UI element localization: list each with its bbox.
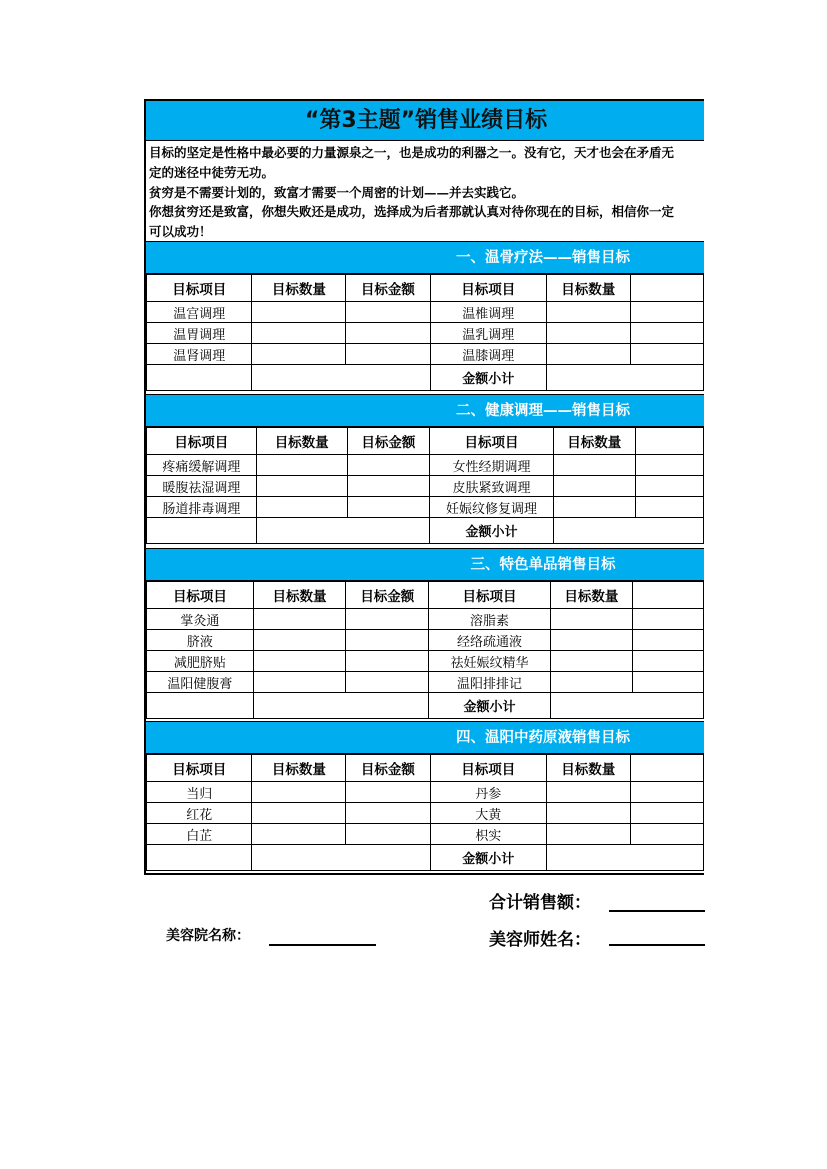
table-header-row [147,275,704,302]
target-amount-cell[interactable] [633,630,704,651]
target-amount-cell[interactable] [635,455,703,476]
salon-name-label: 美容院名称： [166,928,250,944]
item-name-cell: 温椎调理 [430,302,546,323]
target-quantity-cell[interactable] [256,455,347,476]
target-amount-cell[interactable] [346,803,430,824]
target-quantity-cell[interactable] [252,824,346,845]
table-header-row [147,428,704,455]
item-name-cell: 肠道排毒调理 [147,497,257,518]
target-quantity-cell[interactable] [253,672,345,693]
page-title: “第3主题”销售业绩目标 [304,108,548,133]
table-row [147,302,704,323]
intro-line: 你想贫穷还是致富，你想失败还是成功，选择成为后者那就认真对待你现在的目标，相信你一定 [149,204,675,220]
column-header: 目标金额 [346,275,430,302]
target-amount-cell[interactable] [635,497,703,518]
column-header: 目标数量 [256,428,347,455]
section-table [146,274,704,391]
target-quantity-cell[interactable] [550,672,632,693]
target-quantity-cell[interactable] [550,651,632,672]
column-header: 目标数量 [547,275,631,302]
target-amount-cell[interactable] [630,344,703,365]
sales-target-sheet [144,99,704,875]
column-header: 目标项目 [429,582,550,609]
intro-line: 可以成功！ [149,224,212,240]
total-sales-field[interactable] [609,910,705,912]
target-quantity-cell[interactable] [550,609,632,630]
section-title: 三、特色单品销售目标 [470,556,616,573]
column-header-empty [630,755,703,782]
subtotal-empty-cell [147,518,257,544]
item-name-cell: 疼痛缓解调理 [147,455,257,476]
table-row [147,344,704,365]
target-amount-cell[interactable] [347,476,429,497]
table-row [147,476,704,497]
section-table [146,427,704,544]
target-quantity-cell[interactable] [256,476,347,497]
intro-line: 定的迷径中徒劳无功。 [149,164,275,180]
section-title: 四、温阳中药原液销售目标 [456,729,630,746]
target-quantity-cell[interactable] [547,302,631,323]
column-header: 目标数量 [252,755,346,782]
item-name-cell: 温阳健腹膏 [147,672,254,693]
item-name-cell: 红花 [147,803,252,824]
column-header: 目标项目 [430,755,546,782]
table-row [147,455,704,476]
intro-line: 目标的坚定是性格中最必要的力量源泉之一，也是成功的利器之一。没有它，天才也会在矛盾无 [149,145,675,160]
subtotal-empty-cell [252,845,430,871]
intro-line: 贫穷是不需要计划的，致富才需要一个周密的计划——并去实践它。 [149,184,525,200]
subtotal-label: 金额小计 [429,518,553,544]
target-amount-cell[interactable] [630,323,703,344]
target-quantity-cell[interactable] [252,323,346,344]
target-quantity-cell[interactable] [253,630,345,651]
subtotal-empty-cell [253,693,429,719]
section-table [146,581,704,719]
target-amount-cell[interactable] [347,455,429,476]
subtotal-value-cell[interactable] [547,845,704,871]
item-name-cell: 温乳调理 [430,323,546,344]
column-header: 目标项目 [147,275,252,302]
item-name-cell: 温膝调理 [430,344,546,365]
item-name-cell: 减肥脐贴 [147,651,254,672]
column-header-empty [635,428,703,455]
target-amount-cell[interactable] [346,609,429,630]
column-header: 目标项目 [147,755,252,782]
subtotal-label: 金额小计 [430,845,546,871]
target-quantity-cell[interactable] [253,651,345,672]
item-name-cell: 脐液 [147,630,254,651]
target-quantity-cell[interactable] [553,455,635,476]
column-header: 目标金额 [347,428,429,455]
table-row [147,824,704,845]
item-name-cell: 白芷 [147,824,252,845]
subtotal-label: 金额小计 [430,365,546,391]
item-name-cell: 温宫调理 [147,302,252,323]
subtotal-row [147,693,704,719]
item-name-cell: 丹参 [430,782,546,803]
target-quantity-cell[interactable] [547,344,631,365]
item-name-cell: 暖腹祛湿调理 [147,476,257,497]
column-header: 目标数量 [547,755,631,782]
column-header: 目标项目 [430,275,546,302]
subtotal-empty-cell [147,845,252,871]
target-amount-cell[interactable] [633,609,704,630]
subtotal-row [147,845,704,871]
column-header: 目标项目 [429,428,553,455]
subtotal-row [147,518,704,544]
target-quantity-cell[interactable] [553,497,635,518]
item-name-cell: 温胃调理 [147,323,252,344]
item-name-cell: 经络疏通液 [429,630,550,651]
item-name-cell: 溶脂素 [429,609,550,630]
item-name-cell: 皮肤紧致调理 [429,476,553,497]
target-amount-cell[interactable] [630,803,703,824]
subtotal-row [147,365,704,391]
target-amount-cell[interactable] [630,782,703,803]
item-name-cell: 枳实 [430,824,546,845]
subtotal-empty-cell [147,693,254,719]
target-quantity-cell[interactable] [553,476,635,497]
target-amount-cell[interactable] [633,651,704,672]
item-name-cell: 掌灸通 [147,609,254,630]
subtotal-empty-cell [252,365,430,391]
column-header: 目标数量 [252,275,346,302]
table-row [147,323,704,344]
subtotal-empty-cell [256,518,429,544]
target-quantity-cell[interactable] [253,609,345,630]
target-amount-cell[interactable] [346,824,430,845]
column-header: 目标金额 [346,755,430,782]
target-quantity-cell[interactable] [547,323,631,344]
salon-name-field[interactable] [269,944,376,946]
target-amount-cell[interactable] [346,630,429,651]
subtotal-label: 金额小计 [429,693,550,719]
table-row [147,651,704,672]
column-header: 目标数量 [253,582,345,609]
beautician-name-label: 美容师姓名： [489,930,591,950]
table-header-row [147,755,704,782]
subtotal-value-cell[interactable] [547,365,704,391]
target-quantity-cell[interactable] [550,630,632,651]
item-name-cell: 当归 [147,782,252,803]
table-row [147,609,704,630]
target-amount-cell[interactable] [346,323,430,344]
table-row [147,803,704,824]
target-amount-cell[interactable] [346,344,430,365]
target-amount-cell[interactable] [635,476,703,497]
target-quantity-cell[interactable] [252,803,346,824]
subtotal-value-cell[interactable] [553,518,703,544]
item-name-cell: 温肾调理 [147,344,252,365]
target-quantity-cell[interactable] [252,302,346,323]
item-name-cell: 温阳排排记 [429,672,550,693]
table-row [147,630,704,651]
target-amount-cell[interactable] [346,651,429,672]
table-row [147,672,704,693]
target-amount-cell[interactable] [346,302,430,323]
column-header-empty [630,275,703,302]
target-quantity-cell[interactable] [252,344,346,365]
target-quantity-cell[interactable] [256,497,347,518]
section-title: 二、健康调理——销售目标 [456,402,630,419]
item-name-cell: 祛妊娠纹精华 [429,651,550,672]
subtotal-empty-cell [147,365,252,391]
target-amount-cell[interactable] [630,824,703,845]
table-header-row [147,582,704,609]
target-amount-cell[interactable] [347,497,429,518]
column-header: 目标金额 [346,582,429,609]
column-header: 目标数量 [550,582,632,609]
item-name-cell: 女性经期调理 [429,455,553,476]
target-quantity-cell[interactable] [547,824,631,845]
item-name-cell: 大黄 [430,803,546,824]
item-name-cell: 妊娠纹修复调理 [429,497,553,518]
target-quantity-cell[interactable] [252,782,346,803]
beautician-name-field[interactable] [609,944,705,946]
total-sales-label: 合计销售额： [489,893,591,913]
column-header: 目标项目 [147,582,254,609]
target-amount-cell[interactable] [630,302,703,323]
section-title: 一、温骨疗法——销售目标 [456,249,630,266]
subtotal-value-cell[interactable] [550,693,703,719]
target-quantity-cell[interactable] [547,803,631,824]
column-header: 目标项目 [147,428,257,455]
column-header: 目标数量 [553,428,635,455]
column-header-empty [633,582,704,609]
target-amount-cell[interactable] [633,672,704,693]
table-row [147,782,704,803]
intro-text [149,143,704,242]
target-amount-cell[interactable] [346,672,429,693]
target-quantity-cell[interactable] [547,782,631,803]
table-row [147,497,704,518]
section-table [146,754,704,871]
target-amount-cell[interactable] [346,782,430,803]
